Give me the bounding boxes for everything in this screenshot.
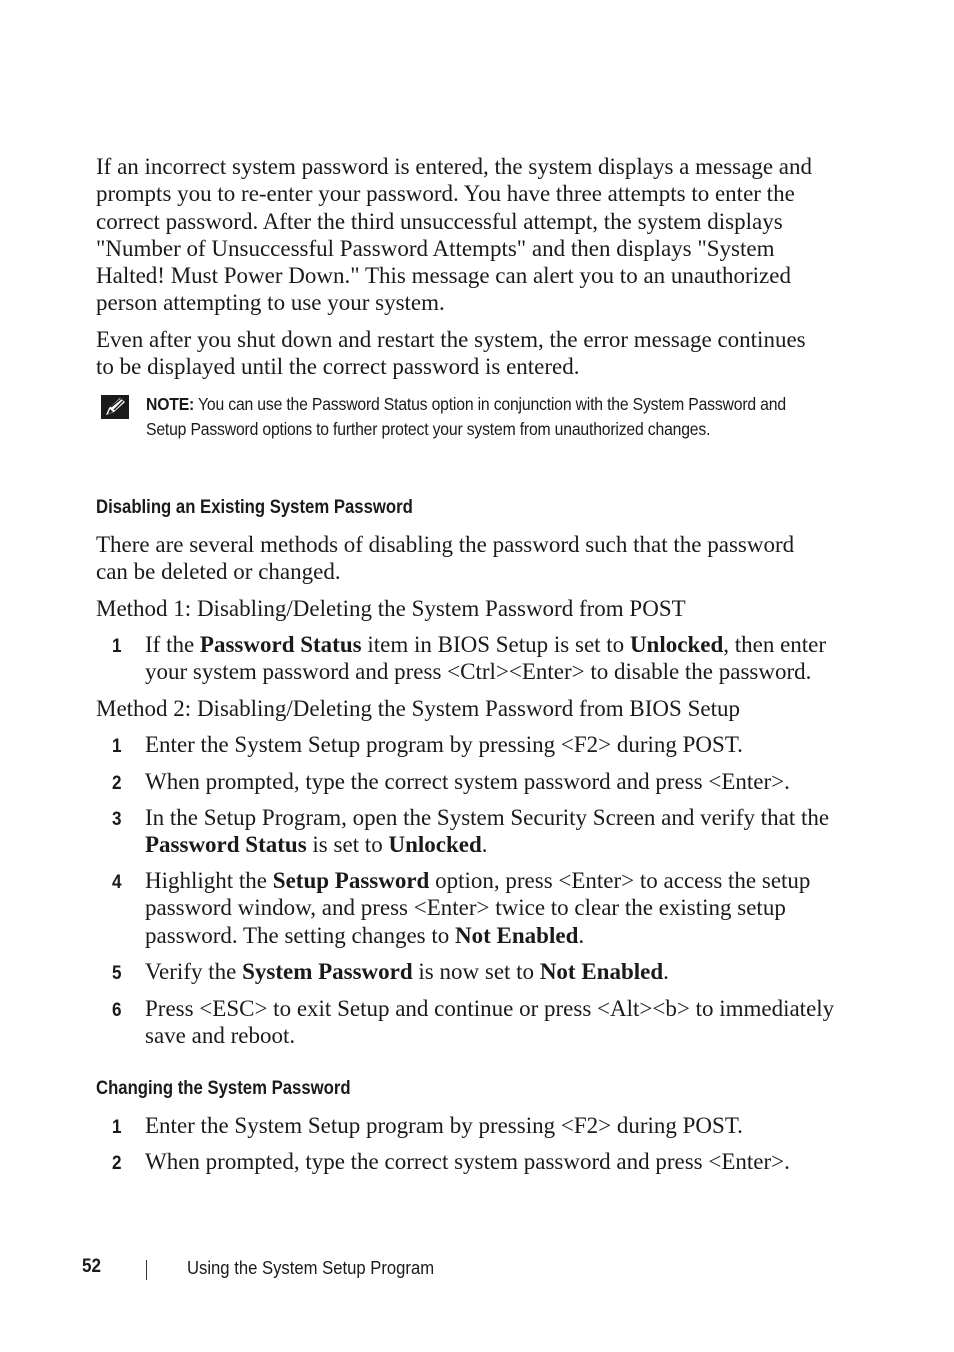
step-text: Enter the System Setup program by pressing <F2> during POST. <box>145 1113 743 1138</box>
step-number: 4 <box>112 872 122 893</box>
paragraph-incorrect-password: If an incorrect system password is entered, the system displays a message and prompts you to re-enter your password. You have three attempts to enter the correct password. After the third unsuccessful attempt, the system displays "Number of Unsuccessful Password Attempts" and then displays "System Halted! Must Power Down." This message can alert you to an unauthorized person attempting to use your system. <box>96 154 812 316</box>
note-text <box>146 392 812 442</box>
heading-disabling-password: Disabling an Existing System Password <box>96 497 413 518</box>
note-body: You can use the Password Status option in conjunction with the System Password and Setup Password options to further protect your system from unauthorized changes. <box>146 394 786 439</box>
note-label: NOTE: <box>146 394 195 414</box>
step-text: When prompted, type the correct system password and press <Enter>. <box>145 1149 790 1174</box>
footer-chapter-title: Using the System Setup Program <box>187 1257 435 1278</box>
step-number: 3 <box>112 809 122 830</box>
step-number: 1 <box>112 1117 122 1138</box>
method-2-title: Method 2: Disabling/Deleting the System Password from BIOS Setup <box>96 696 740 721</box>
paragraph-error-message-persists: Even after you shut down and restart the system, the error message continues to be displayed until the correct password is entered. <box>96 327 806 380</box>
page-footer <box>0 1256 954 1286</box>
heading-changing-password: Changing the System Password <box>96 1078 351 1099</box>
step-text: Press <ESC> to exit Setup and continue or press <Alt><b> to immediately save and reboot. <box>145 996 835 1049</box>
step-text: In the Setup Program, open the System Security Screen and verify that the Password Status is set to Unlocked. <box>145 805 830 858</box>
paragraph-disabling-methods: There are several methods of disabling the password such that the password can be deleted or changed. <box>96 532 795 585</box>
step-number: 1 <box>112 636 122 657</box>
note-pencil-icon <box>100 394 130 420</box>
step-text: Enter the System Setup program by pressing <F2> during POST. <box>145 732 743 757</box>
step-number: 1 <box>112 736 122 757</box>
step-number: 2 <box>112 1153 122 1174</box>
page-number: 52 <box>82 1256 102 1277</box>
step-number: 2 <box>112 773 122 794</box>
step-text: Verify the System Password is now set to Not Enabled. <box>145 959 669 984</box>
footer-divider <box>146 1260 147 1280</box>
step-number: 6 <box>112 1000 122 1021</box>
step-text: If the Password Status item in BIOS Setup is set to Unlocked, then enter your system password and press <Ctrl><Enter> to disable the password. <box>145 632 827 685</box>
step-text: Highlight the Setup Password option, press <Enter> to access the setup password window, and press <Enter> twice to clear the existing setup password. The setting changes to Not Enabled. <box>145 868 811 948</box>
step-text: When prompted, type the correct system password and press <Enter>. <box>145 769 790 794</box>
method-1-title: Method 1: Disabling/Deleting the System Password from POST <box>96 596 686 621</box>
step-number: 5 <box>112 963 122 984</box>
